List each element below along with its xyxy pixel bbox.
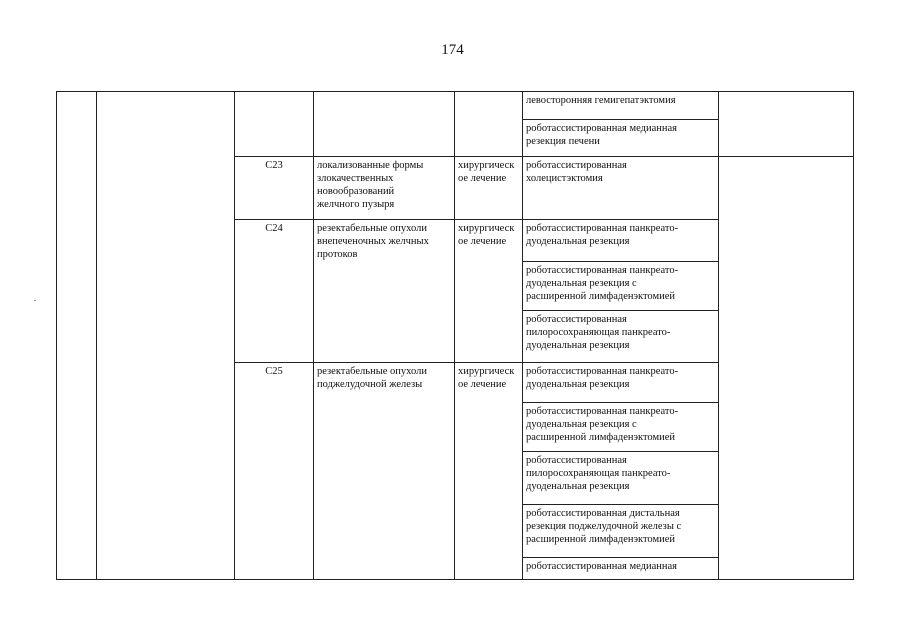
- operation-cell: роботассистированная пилоросохраняющая панкреато- дуоденальная резекция: [523, 452, 719, 505]
- icd-code-cell: C25: [235, 363, 314, 580]
- col-profile-cell: [97, 157, 235, 580]
- operation-cell: роботассистированная медианная: [523, 558, 719, 580]
- table-row: [57, 92, 854, 120]
- norm-cell: [719, 157, 854, 580]
- icd-code-cell: C24: [235, 220, 314, 363]
- method-cell: хирургическ ое лечение: [455, 157, 523, 220]
- operation-cell: роботассистированная дистальная резекция поджелудочной железы с расширенной лимфаденэктомией: [523, 505, 719, 558]
- norm-cell: [719, 92, 854, 157]
- operation-cell: роботассистированная панкреато- дуоденальная резекция: [523, 363, 719, 403]
- operation-cell: левосторонняя гемигепатэктомия: [523, 92, 719, 120]
- scan-artifact: [34, 300, 36, 301]
- method-cell: хирургическ ое лечение: [455, 220, 523, 363]
- diagnosis-cell: резектабельные опухоли внепеченочных желчных протоков: [314, 220, 455, 363]
- operation-cell: роботассистированная холецистэктомия: [523, 157, 719, 220]
- icd-code-cell: C23: [235, 157, 314, 220]
- diagnosis-cell: локализованные формы злокачественных новообразований желчного пузыря: [314, 157, 455, 220]
- col-index-cell: [57, 157, 97, 580]
- operation-cell: роботассистированная пилоросохраняющая панкреато- дуоденальная резекция: [523, 311, 719, 363]
- diagnosis-cell: [314, 92, 455, 157]
- page-number: 174: [441, 42, 464, 58]
- operation-cell: роботассистированная панкреато- дуоденальная резекция с расширенной лимфаденэктомией: [523, 262, 719, 311]
- method-cell: [455, 92, 523, 157]
- diagnosis-cell: резектабельные опухоли поджелудочной железы: [314, 363, 455, 580]
- code-cell: [235, 92, 314, 157]
- col-profile-cell: [97, 92, 235, 157]
- col-index-cell: [57, 92, 97, 157]
- operation-cell: роботассистированная медианная резекция печени: [523, 120, 719, 157]
- operation-cell: роботассистированная панкреато- дуоденальная резекция с расширенной лимфаденэктомией: [523, 403, 719, 452]
- procedures-table: [56, 91, 854, 580]
- table-row: [57, 157, 854, 220]
- operation-cell: роботассистированная панкреато- дуоденальная резекция: [523, 220, 719, 262]
- method-cell: хирургическ ое лечение: [455, 363, 523, 580]
